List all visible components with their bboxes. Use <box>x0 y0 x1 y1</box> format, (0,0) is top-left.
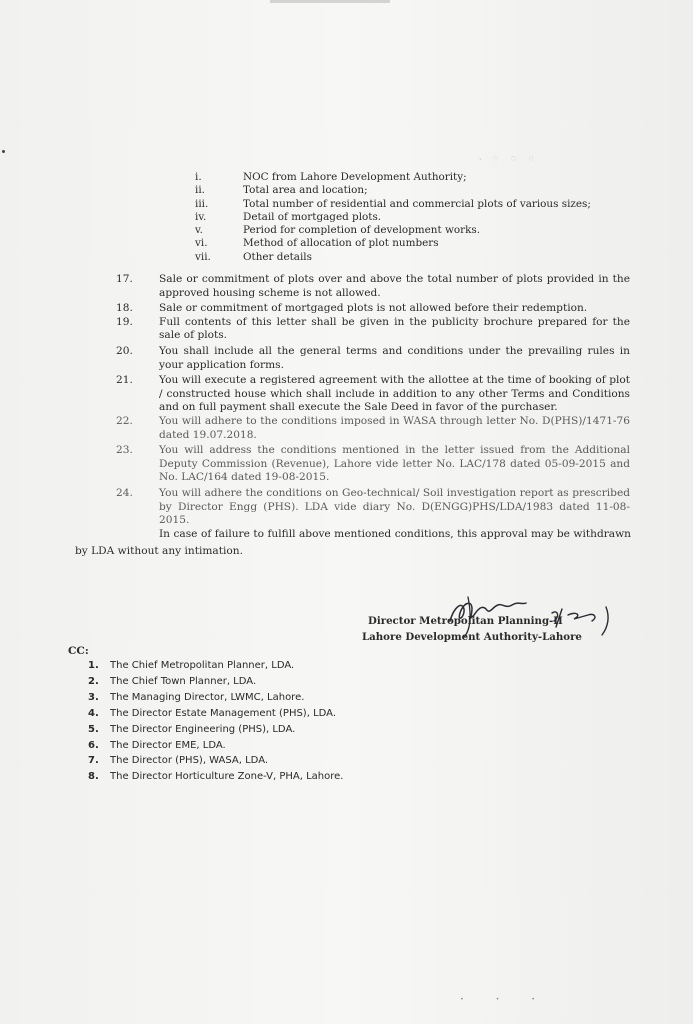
item-text: Total number of residential and commercial plots of various sizes; <box>243 197 591 210</box>
item-text: You will execute a registered agreement with the allottee at the time of booking of plot / constructed house which shall include in addition to any other Terms and Conditions and on full payment shall execute the Sale Deed in favor of the purchaser. <box>159 374 630 414</box>
signature-block <box>362 585 622 655</box>
item-number: vii. <box>195 250 211 263</box>
item-text: The Managing Director, LWMC, Lahore. <box>110 691 305 703</box>
details-sublist <box>195 171 615 264</box>
signatory-organization: Lahore Development Authority-Lahore <box>362 631 582 643</box>
condition-22 <box>116 415 630 442</box>
item-number: 4. <box>88 707 99 719</box>
cc-list <box>88 658 343 785</box>
closing-paragraph: In case of failure to fulfill above mentioned conditions, this approval may be withdrawn by LDA without any intimation. <box>75 528 631 557</box>
item-number: 20. <box>116 344 133 357</box>
item-number: 18. <box>116 302 133 315</box>
item-text: The Director Estate Management (PHS), LDA. <box>110 707 337 719</box>
item-number: 8. <box>88 771 99 783</box>
item-text: Detail of mortgaged plots. <box>243 210 382 223</box>
item-text: The Director EME, LDA. <box>110 739 226 751</box>
item-text: You shall include all the general terms and conditions under the prevailing rules in your application forms. <box>159 344 630 371</box>
condition-20 <box>116 345 630 372</box>
item-number: 19. <box>116 315 133 328</box>
list-item <box>88 706 343 722</box>
cc-label: CC: <box>68 645 89 657</box>
item-number: 1. <box>88 660 99 671</box>
item-text: Total area and location; <box>243 184 368 197</box>
condition-21 <box>116 374 630 415</box>
list-item <box>195 224 615 237</box>
item-text: Period for completion of development works. <box>243 224 481 237</box>
signatory-title: Director Metropolitan Planning-II <box>368 615 563 627</box>
faint-bleedthrough-mark: · ◦ ◦ ◦ <box>478 150 538 168</box>
item-number: 2. <box>88 675 99 687</box>
list-item <box>88 769 343 785</box>
item-number: 17. <box>116 273 133 285</box>
conditions-list <box>116 273 630 528</box>
item-number: 24. <box>116 486 133 499</box>
item-number: v. <box>195 224 203 237</box>
list-item <box>195 251 615 264</box>
item-number: iv. <box>195 210 207 223</box>
item-number: iii. <box>195 197 209 210</box>
scan-specks-footer: · · · <box>460 992 550 1006</box>
item-text: The Director Engineering (PHS), LDA. <box>110 723 296 735</box>
list-item <box>88 753 343 769</box>
list-item <box>88 722 343 738</box>
item-number: vi. <box>195 237 208 250</box>
item-number: 21. <box>116 374 133 387</box>
item-text: The Director (PHS), WASA, LDA. <box>110 755 269 767</box>
condition-19 <box>116 316 630 343</box>
item-text: The Chief Metropolitan Planner, LDA. <box>110 660 295 671</box>
condition-24 <box>116 487 630 528</box>
item-number: 22. <box>116 414 133 427</box>
condition-23 <box>116 444 630 485</box>
item-text: Full contents of this letter shall be given in the publicity brochure prepared for the sale of plots. <box>159 315 630 342</box>
item-text: Other details <box>243 250 312 263</box>
condition-17 <box>116 273 630 300</box>
item-text: Method of allocation of plot numbers <box>243 237 439 250</box>
item-number: 23. <box>116 444 133 457</box>
scan-edge-mark <box>270 0 390 3</box>
scan-speck <box>2 150 5 153</box>
list-item <box>195 171 615 184</box>
item-text: You will adhere to the conditions imposed in WASA through letter No. D(PHS)/1471-76 dated 19.07.2018. <box>159 414 630 441</box>
item-text: NOC from Lahore Development Authority; <box>243 171 467 183</box>
list-item <box>195 211 615 224</box>
item-number: 3. <box>88 691 99 703</box>
item-text: The Director Horticulture Zone-V, PHA, Lahore. <box>110 771 344 783</box>
item-number: i. <box>195 171 202 183</box>
item-number: 7. <box>88 755 99 767</box>
item-text: You will adhere the conditions on Geo-technical/ Soil investigation report as prescribed by Director Engg (PHS). LDA vide diary No. D(ENGG)PHS/LDA/1983 dated 11-08-2015. <box>159 486 630 527</box>
list-item <box>88 738 343 754</box>
item-text: The Chief Town Planner, LDA. <box>110 675 257 687</box>
list-item <box>195 237 615 250</box>
item-text: You will address the conditions mentioned in the letter issued from the Additional Deputy Commission (Revenue), Lahore vide letter No. LAC/178 dated 05-09-2015 and No. LAC/164 dated 19-08-2015. <box>159 444 630 484</box>
item-text: Sale or commitment of plots over and above the total number of plots provided in the approved housing scheme is not allowed. <box>159 273 630 299</box>
condition-18 <box>116 302 630 316</box>
list-item <box>195 184 615 197</box>
list-item <box>88 690 343 706</box>
list-item <box>195 198 615 211</box>
list-item <box>88 674 343 690</box>
item-text: Sale or commitment of mortgaged plots is not allowed before their redemption. <box>159 302 588 315</box>
item-number: 5. <box>88 723 99 735</box>
item-number: 6. <box>88 739 99 751</box>
list-item <box>88 658 343 674</box>
item-number: ii. <box>195 184 205 197</box>
